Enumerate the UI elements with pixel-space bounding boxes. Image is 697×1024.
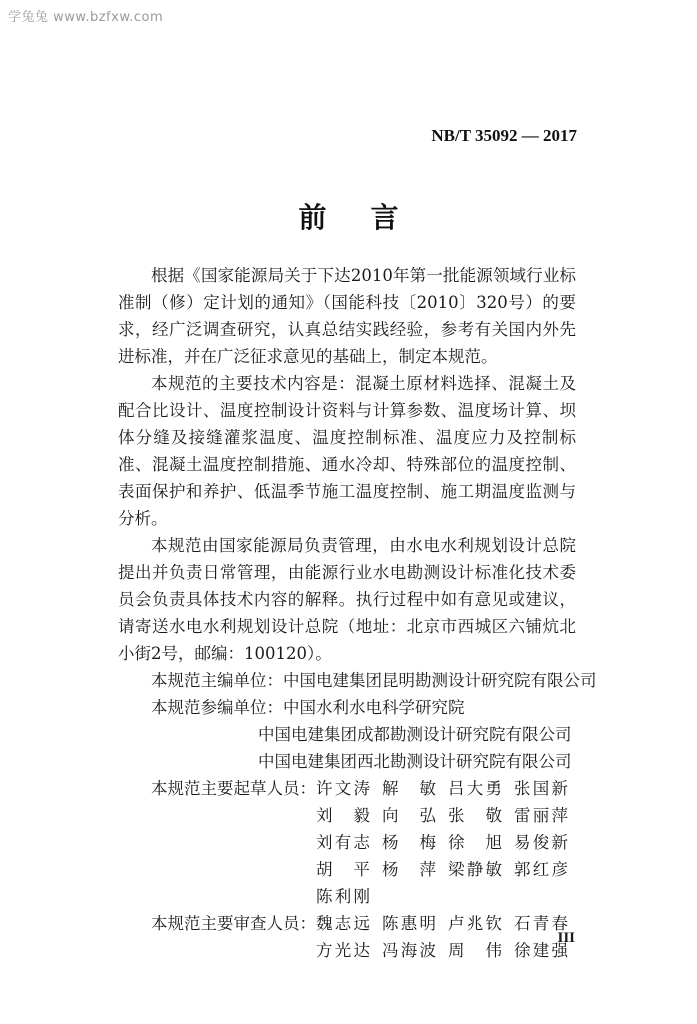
person-name: 周伟 <box>448 941 502 960</box>
person-name: 郭红彦 <box>514 860 568 879</box>
page-number: III <box>557 930 575 946</box>
person-name: 方光达 <box>316 941 370 960</box>
person-name: 张敬 <box>448 806 502 825</box>
standard-code: NB/T 35092 — 2017 <box>431 126 577 145</box>
person-name: 解敏 <box>382 779 436 798</box>
drafters-label: 本规范主要起草人员： <box>151 779 316 798</box>
person-name: 胡平 <box>316 860 370 879</box>
document-body <box>118 262 597 964</box>
paragraph-1: 根据《国家能源局关于下达2010年第一批能源领域行业标准制（修）定计划的通知》（国能科技〔2010〕320号）的要求，经广泛调查研究，认真总结实践经验，参考有关国内外先进标准，并在广泛征求意见的基础上，制定本规范。 <box>118 266 576 366</box>
person-name: 刘有志 <box>316 833 370 852</box>
person-name: 杨萍 <box>382 860 436 879</box>
person-name: 陈利刚 <box>316 887 370 906</box>
drafters-block <box>118 775 576 910</box>
person-name: 冯海波 <box>382 941 436 960</box>
person-name: 刘毅 <box>316 806 370 825</box>
chief-editor-label: 本规范主编单位： <box>151 671 283 690</box>
participating-row <box>118 694 576 721</box>
person-name: 许文涛 <box>316 779 370 798</box>
person-name: 陈惠明 <box>382 914 436 933</box>
person-name: 易俊新 <box>514 833 568 852</box>
participating-value: 中国水利水电科学研究院 <box>283 698 465 717</box>
person-name: 卢兆钦 <box>448 914 502 933</box>
chief-editor-row <box>118 667 597 694</box>
paragraph-3: 本规范由国家能源局负责管理，由水电水利规划设计总院提出并负责日常管理，由能源行业水电勘测设计标准化技术委员会负责具体技术内容的解释。执行过程中如有意见或建议，请寄送水电水利规划设计总院（地址：北京市西城区六铺炕北小街2号，邮编：100120）。 <box>118 536 576 663</box>
participating-value: 中国电建集团成都勘测设计研究院有限公司 <box>258 725 572 744</box>
institutions <box>118 667 597 775</box>
person-name: 雷丽萍 <box>514 806 568 825</box>
person-name: 梁静敏 <box>448 860 502 879</box>
person-name: 徐建强 <box>514 941 568 960</box>
reviewers-label: 本规范主要审查人员： <box>151 914 316 933</box>
paragraph-2: 本规范的主要技术内容是：混凝土原材料选择、混凝土及配合比设计、温度控制设计资料与计算参数、温度场计算、坝体分缝及接缝灌浆温度、温度控制标准、温度应力及控制标准、混凝土温度控制措施、通水冷却、特殊部位的温度控制、表面保护和养护、低温季节施工温度控制、施工期温度监测与分析。 <box>118 374 576 528</box>
reviewers-names <box>316 910 580 964</box>
drafters-names <box>316 775 580 910</box>
chief-editor-value: 中国电建集团昆明勘测设计研究院有限公司 <box>283 671 597 690</box>
person-name: 徐旭 <box>448 833 502 852</box>
person-name: 杨梅 <box>382 833 436 852</box>
page-title: 前言 <box>298 201 443 234</box>
participating-label: 本规范参编单位： <box>151 698 283 717</box>
person-name: 魏志远 <box>316 914 370 933</box>
person-name: 张国新 <box>514 779 568 798</box>
reviewers-block <box>118 910 576 964</box>
watermark: 学兔兔 www.bzfxw.com <box>8 10 164 25</box>
person-name: 石青春 <box>514 914 568 933</box>
participating-value: 中国电建集团西北勘测设计研究院有限公司 <box>258 752 572 771</box>
person-name: 向弘 <box>382 806 436 825</box>
person-name: 吕大勇 <box>448 779 502 798</box>
